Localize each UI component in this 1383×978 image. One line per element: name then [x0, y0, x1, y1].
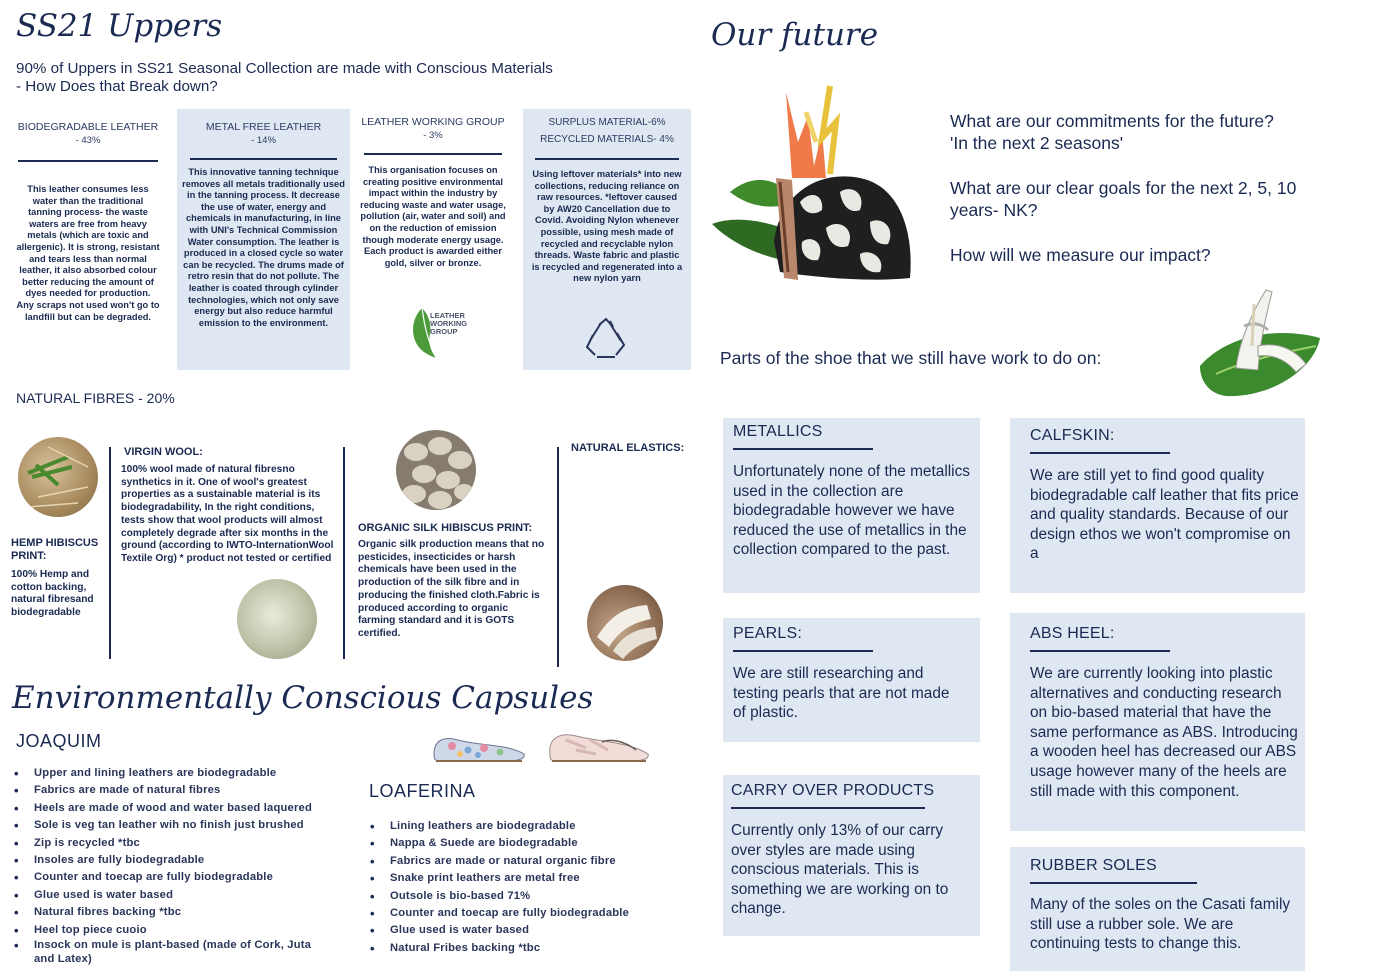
material-divider — [190, 158, 337, 160]
material-divider — [18, 160, 158, 162]
joaquim-title: JOAQUIM — [16, 731, 102, 751]
material-head-line1: SURPLUS MATERIAL-6% — [548, 117, 666, 128]
wool-image — [237, 579, 317, 659]
list-item: • Fabrics are made of natural fibres — [12, 782, 342, 799]
material-head — [531, 114, 683, 148]
card-divider — [1030, 650, 1170, 652]
loaferina-list — [368, 818, 668, 957]
list-item: • Upper and lining leathers are biodegradable — [12, 765, 342, 782]
question-next-seasons: 'In the next 2 seasons' — [950, 133, 1124, 153]
fibre-divider — [557, 447, 559, 667]
list-item: • Heels are made of wood and water based laquered — [12, 800, 342, 817]
list-item: • Glue used is water based — [368, 922, 668, 939]
lwg-logo-text: WORKING — [430, 319, 468, 328]
lwg-logo — [408, 304, 478, 360]
question-commitments: What are our commitments for the future? — [950, 111, 1274, 131]
material-body: This leather consumes less water than the traditional tanning process- the waste waters are free from heavy metals (which are toxic and allergenic). It is strong, resistant and tears less than normal leather, it also absorbed colour better reducing the amount of dyes needed for production. Any scraps not used won't go to landfill but can be degraded. — [16, 184, 160, 322]
material-head-line2: - 14% — [251, 135, 276, 146]
card-heading: CARRY OVER PRODUCTS — [731, 782, 935, 799]
card-pearls — [723, 618, 980, 742]
card-divider — [733, 650, 873, 652]
card-body: Unfortunately none of the metallics used in the collection are biodegradable however we have reduced the use of metallics in the collection compared to the past. — [733, 463, 970, 559]
list-item: • Insoles are fully biodegradable — [12, 852, 342, 869]
material-head — [358, 115, 508, 143]
material-biodegradable-leather — [12, 112, 164, 370]
card-metallics — [723, 418, 980, 593]
card-heading: ABS HEEL: — [1030, 625, 1115, 642]
material-body: This innovative tanning technique removes all metals traditionally used in the tanning process. It decrease the use of water, energy and chemicals in manufacturing, in line with UNI's Technical Commission Water consumption. The leather is produced in a closed cycle so water can be recycled. The drums made of retro resin that do not pollute. The leather is coated through cylinder technologies, which not only save energy but also reduce harmful emission to the environment. — [182, 167, 345, 328]
card-body: Many of the soles on the Casati family still use a rubber sole. We are continuing tests to change this. — [1030, 896, 1291, 953]
elastics-heading: NATURAL ELASTICS: — [571, 442, 685, 454]
material-head-line1: METAL FREE LEATHER — [205, 121, 322, 133]
loafer-image-pink — [546, 726, 654, 764]
lwg-logo-text: LEATHER — [430, 311, 465, 320]
material-divider — [364, 153, 502, 155]
material-body: This organisation focuses on creating positive environmental impact within the industry by reducing waste and water usage, pollution (air, water and soil) and on the reduction of emission though moderate energy usage. Each product is awarded either gold, silver or bronze. — [360, 165, 506, 268]
card-divider — [1030, 452, 1170, 454]
silk-image — [396, 430, 476, 510]
list-item: • Natural fibres backing *tbc — [12, 904, 342, 921]
card-heading: METALLICS — [733, 423, 823, 440]
card-heading: CALFSKIN: — [1030, 427, 1115, 444]
material-head — [12, 120, 164, 148]
material-surplus-recycled — [523, 109, 691, 370]
silk-heading: ORGANIC SILK HIBISCUS PRINT: — [358, 522, 533, 534]
natural-fibres-title: NATURAL FIBRES - 20% — [16, 390, 175, 406]
card-divider — [731, 807, 925, 809]
list-item: • Snake print leathers are metal free — [368, 870, 668, 887]
card-divider — [1030, 882, 1197, 884]
parts-heading: Parts of the shoe that we still have work to do on: — [720, 348, 1102, 368]
list-item: • Insock on mule is plant-based (made of Cork, Juta and Latex) — [12, 939, 312, 966]
list-item: • Zip is recycled *tbc — [12, 835, 342, 852]
question-goals: What are our clear goals for the next 2, 5, 10 years- NK? — [950, 178, 1297, 220]
fibre-divider — [343, 447, 345, 659]
material-metal-free-leather — [177, 109, 350, 370]
card-divider — [733, 448, 873, 450]
future-questions — [950, 110, 1330, 266]
white-sandal-image — [1196, 286, 1324, 402]
material-divider — [535, 158, 679, 160]
material-head-line2: RECYCLED MATERIALS- 4% — [540, 134, 674, 145]
material-head-line1: BIODEGRADABLE LEATHER — [17, 121, 159, 133]
card-rubber-soles — [1010, 847, 1305, 971]
list-item: • Glue used is water based — [12, 887, 342, 904]
hemp-image — [18, 437, 98, 517]
card-abs-heel — [1010, 613, 1305, 831]
uppers-subtitle-line1: 90% of Uppers in SS21 Seasonal Collection are made with Conscious Materials — [16, 60, 553, 77]
uppers-subtitle-line2: - How Does that Break down? — [16, 77, 218, 95]
card-heading: RUBBER SOLES — [1030, 857, 1157, 874]
card-body: Currently only 13% of our carry over styles are made using conscious materials. This is something we are working on to change. — [731, 822, 949, 918]
loaferina-title: LOAFERINA — [369, 781, 476, 801]
loafer-image-floral — [430, 728, 530, 764]
uppers-subtitle — [16, 60, 553, 95]
lwg-logo-text: GROUP — [430, 327, 458, 336]
list-item: • Lining leathers are biodegradable — [368, 818, 668, 835]
flower-sandal-image — [710, 82, 920, 287]
elastics-image — [587, 585, 663, 661]
material-leather-working-group — [358, 108, 508, 370]
list-item: • Counter and toecap are fully biodegradable — [368, 905, 668, 922]
silk-body: Organic silk production means that no pesticides, insecticides or harsh chemicals have been used in the production of the silk fibre and in producing the finished cloth.Fabric is produced according to organic farming standard and it is GOTS certified. — [358, 539, 545, 639]
material-head — [182, 120, 345, 148]
material-head-line2: - 3% — [423, 130, 443, 141]
list-item: • Fabrics are made or natural organic fibre — [368, 853, 668, 870]
list-item: • Natural Fribes backing *tbc — [368, 940, 668, 957]
recycle-icon — [583, 317, 629, 361]
material-body: Using leftover materials* into new collections, reducing reliance on raw resources. *leftover caused by AW20 Cancellation due to Covid. Avoiding Nylon whenever possible, using mesh made of recycled and recyclable nylon threads. Waste fabric and plastic is recycled and regenerated into a new nylon yarn — [531, 169, 683, 284]
hemp-body: 100% Hemp and cotton backing, natural fibresand biodegradable — [11, 569, 94, 619]
list-item: • Outsole is bio-based 71% — [368, 888, 668, 905]
material-head-line2: - 43% — [75, 135, 101, 146]
question-measure: How will we measure our impact? — [950, 245, 1211, 265]
material-head-line1: LEATHER WORKING GROUP — [361, 116, 505, 128]
fibre-divider — [109, 447, 111, 659]
page-title-uppers: SS21 Uppers — [16, 8, 223, 44]
card-calfskin — [1010, 418, 1305, 593]
capsules-title: Environmentally Conscious Capsules — [12, 680, 594, 716]
card-heading: PEARLS: — [733, 625, 802, 642]
page-title-future: Our future — [711, 17, 879, 53]
list-item: • Nappa & Suede are biodegradable — [368, 835, 668, 852]
card-carry-over — [723, 775, 980, 936]
wool-heading: VIRGIN WOOL: — [124, 446, 203, 458]
card-body: We are currently looking into plastic alternatives and conducting research on bio-based material that have the same performance as ABS. Introducing a wooden heel has decreased our ABS usage however many of the heels are still made with this component. — [1030, 665, 1298, 800]
card-body: We are still researching and testing pearls that are not made of plastic. — [733, 665, 950, 722]
hemp-heading: HEMP HIBISCUS PRINT: — [11, 537, 99, 562]
list-item: • Counter and toecap are fully biodegradable — [12, 869, 342, 886]
list-item: • Sole is veg tan leather wih no finish just brushed — [12, 817, 342, 834]
joaquim-list — [12, 765, 342, 966]
card-body: We are still yet to find good quality biodegradable calf leather that fits price and quality standards. Because of our design ethos we won't compromise on a — [1030, 467, 1299, 563]
list-item: • Heel top piece cuoio — [12, 922, 342, 939]
wool-body: 100% wool made of natural fibresno synthetics in it. One of wool's greatest properties as a sustainable material is its biodegradability, In the right conditions, tests show that wool products will almost completely degrade after six months in the ground (according to IWTO-InternationWool Textile Org) * product not tested or certified — [121, 464, 334, 564]
